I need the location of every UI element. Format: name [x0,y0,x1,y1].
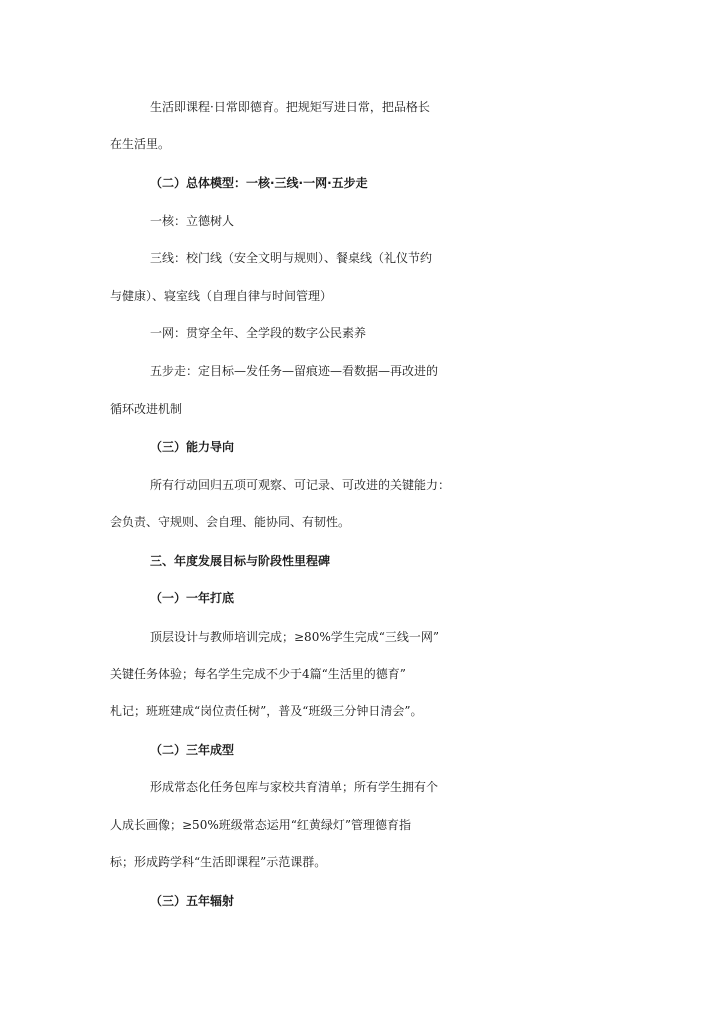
paragraph-line: 与健康）、寝室线（自理自律与时间管理） [110,289,333,303]
section-heading: （一）一年打底 [150,591,235,605]
section-heading: （三）五年辐射 [150,894,235,908]
chapter-heading: 三、年度发展目标与阶段性里程碑 [150,554,331,568]
paragraph-line: 关键任务体验；每名学生完成不少于4篇“生活里的德育” [110,667,406,681]
paragraph-line: 一网：贯穿全年、全学段的数字公民素养 [150,326,367,340]
paragraph-line: 一核：立德树人 [150,214,235,228]
paragraph-line: 会负责、守规则、会自理、能协同、有韧性。 [110,515,351,529]
paragraph-line: 循环改进机制 [110,402,183,416]
paragraph-line: 人成长画像；≥50%班级常态运用“红黄绿灯”管理德育指 [110,818,411,832]
paragraph-line: 五步走：定目标—发任务—留痕迹—看数据—再改进的 [150,364,439,378]
paragraph-line: 形成常态化任务包库与家校共育清单；所有学生拥有个 [150,780,439,794]
paragraph-line: 札记；班班建成“岗位责任树”，普及“班级三分钟日清会”。 [110,704,423,718]
section-heading: （二）三年成型 [150,743,235,757]
section-heading: （二）总体模型：一核·三线·一网·五步走 [150,176,368,190]
section-heading: （三）能力导向 [150,440,235,454]
paragraph-line: 顶层设计与教师培训完成；≥80%学生完成“三线一网” [150,630,439,644]
paragraph-line: 三线：校门线（安全文明与规则）、餐桌线（礼仪节约 [150,251,433,265]
paragraph-line: 所有行动回归五项可观察、可记录、可改进的关键能力： [150,478,451,492]
paragraph-line: 生活即课程·日常即德育。把规矩写进日常，把品格长 [150,100,430,114]
paragraph-line: 在生活里。 [110,137,171,151]
paragraph-line: 标；形成跨学科“生活即课程”示范课群。 [110,855,327,869]
